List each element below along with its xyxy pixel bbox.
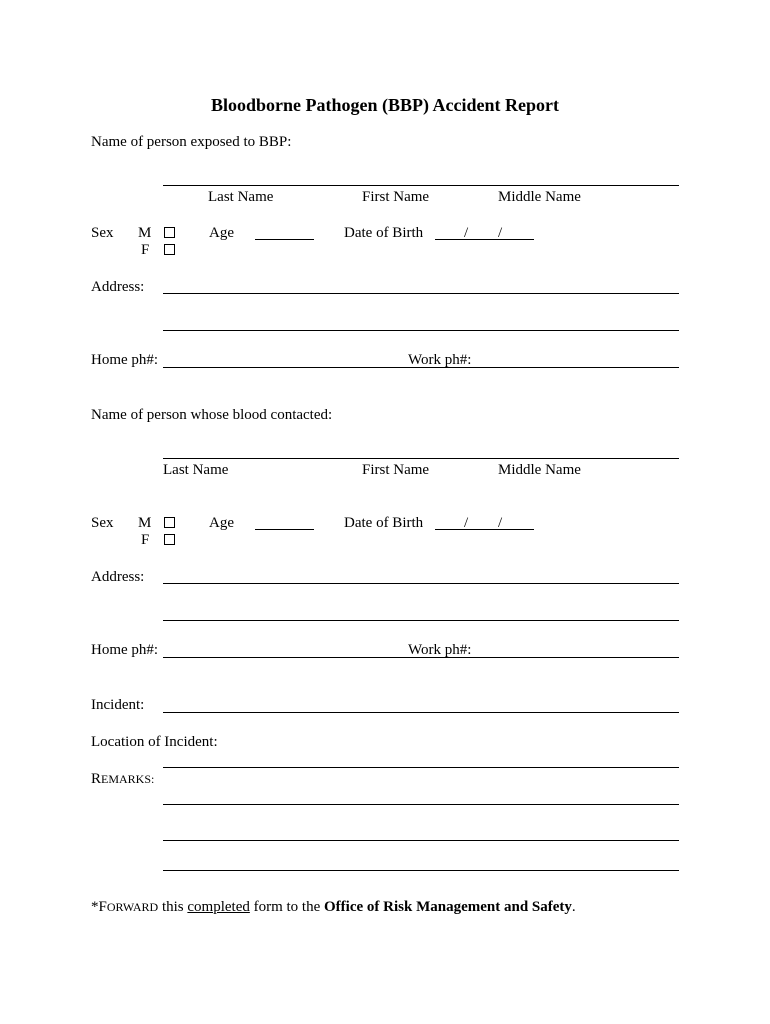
remarks-line-2[interactable] — [163, 804, 679, 805]
footer-this: this — [158, 899, 188, 915]
source-person-heading: Name of person whose blood contacted: — [91, 407, 333, 423]
source-male-label: M — [138, 515, 152, 531]
exposed-home-phone-label: Home ph#: — [91, 352, 159, 368]
exposed-work-phone-label: Work ph#: — [408, 352, 472, 368]
incident-label: Incident: — [91, 697, 145, 713]
source-name-line[interactable] — [163, 458, 679, 459]
remarks-label-initial: R — [91, 771, 102, 787]
source-male-checkbox[interactable] — [164, 517, 175, 528]
source-address-line-2[interactable] — [163, 620, 679, 621]
source-home-phone-label: Home ph#: — [91, 642, 159, 658]
footer-form-to: form to the — [249, 899, 325, 915]
source-female-label: F — [141, 532, 150, 548]
exposed-female-checkbox[interactable] — [164, 244, 175, 255]
source-female-checkbox[interactable] — [164, 534, 175, 545]
exposed-dob-label: Date of Birth — [344, 225, 424, 241]
incident-line[interactable] — [163, 712, 679, 713]
source-dob-separator-2: / — [498, 515, 503, 531]
source-age-label: Age — [209, 515, 234, 531]
footer-completed: completed — [187, 899, 250, 915]
footer-forward-rest: ORWARD — [106, 900, 159, 914]
footer-instruction — [91, 898, 576, 916]
source-work-phone-label: Work ph#: — [408, 642, 472, 658]
exposed-middle-name-label: Middle Name — [498, 189, 581, 205]
source-age-line[interactable] — [255, 529, 314, 530]
exposed-female-label: F — [141, 242, 150, 258]
source-last-name-label: Last Name — [163, 462, 229, 478]
exposed-last-name-label: Last Name — [208, 189, 274, 205]
exposed-male-label: M — [138, 225, 152, 241]
source-dob-line[interactable] — [435, 529, 534, 530]
exposed-person-heading: Name of person exposed to BBP: — [91, 134, 292, 150]
exposed-name-line[interactable] — [163, 185, 679, 186]
exposed-address-line-1[interactable] — [163, 293, 679, 294]
exposed-dob-separator-1: / — [464, 225, 469, 241]
page-title: Bloodborne Pathogen (BBP) Accident Report — [211, 95, 559, 115]
source-first-name-label: First Name — [362, 462, 430, 478]
exposed-age-label: Age — [209, 225, 234, 241]
source-address-label: Address: — [91, 569, 145, 585]
remarks-label-rest: EMARKS: — [101, 772, 155, 786]
remarks-line-3[interactable] — [163, 840, 679, 841]
exposed-age-line[interactable] — [255, 239, 314, 240]
exposed-address-label: Address: — [91, 279, 145, 295]
remarks-line-4[interactable] — [163, 870, 679, 871]
exposed-sex-label: Sex — [91, 225, 114, 241]
footer-star-initial: *F — [91, 899, 107, 915]
exposed-dob-line[interactable] — [435, 239, 534, 240]
exposed-address-line-2[interactable] — [163, 330, 679, 331]
exposed-male-checkbox[interactable] — [164, 227, 175, 238]
source-dob-separator-1: / — [464, 515, 469, 531]
remarks-label — [91, 770, 154, 788]
location-label: Location of Incident: — [91, 734, 218, 750]
footer-office-name: Office of Risk Management and Safety — [324, 899, 572, 915]
source-address-line-1[interactable] — [163, 583, 679, 584]
exposed-first-name-label: First Name — [362, 189, 430, 205]
source-sex-label: Sex — [91, 515, 114, 531]
source-dob-label: Date of Birth — [344, 515, 424, 531]
remarks-line-1[interactable] — [163, 767, 679, 768]
source-middle-name-label: Middle Name — [498, 462, 581, 478]
exposed-dob-separator-2: / — [498, 225, 503, 241]
footer-period: . — [571, 899, 576, 915]
